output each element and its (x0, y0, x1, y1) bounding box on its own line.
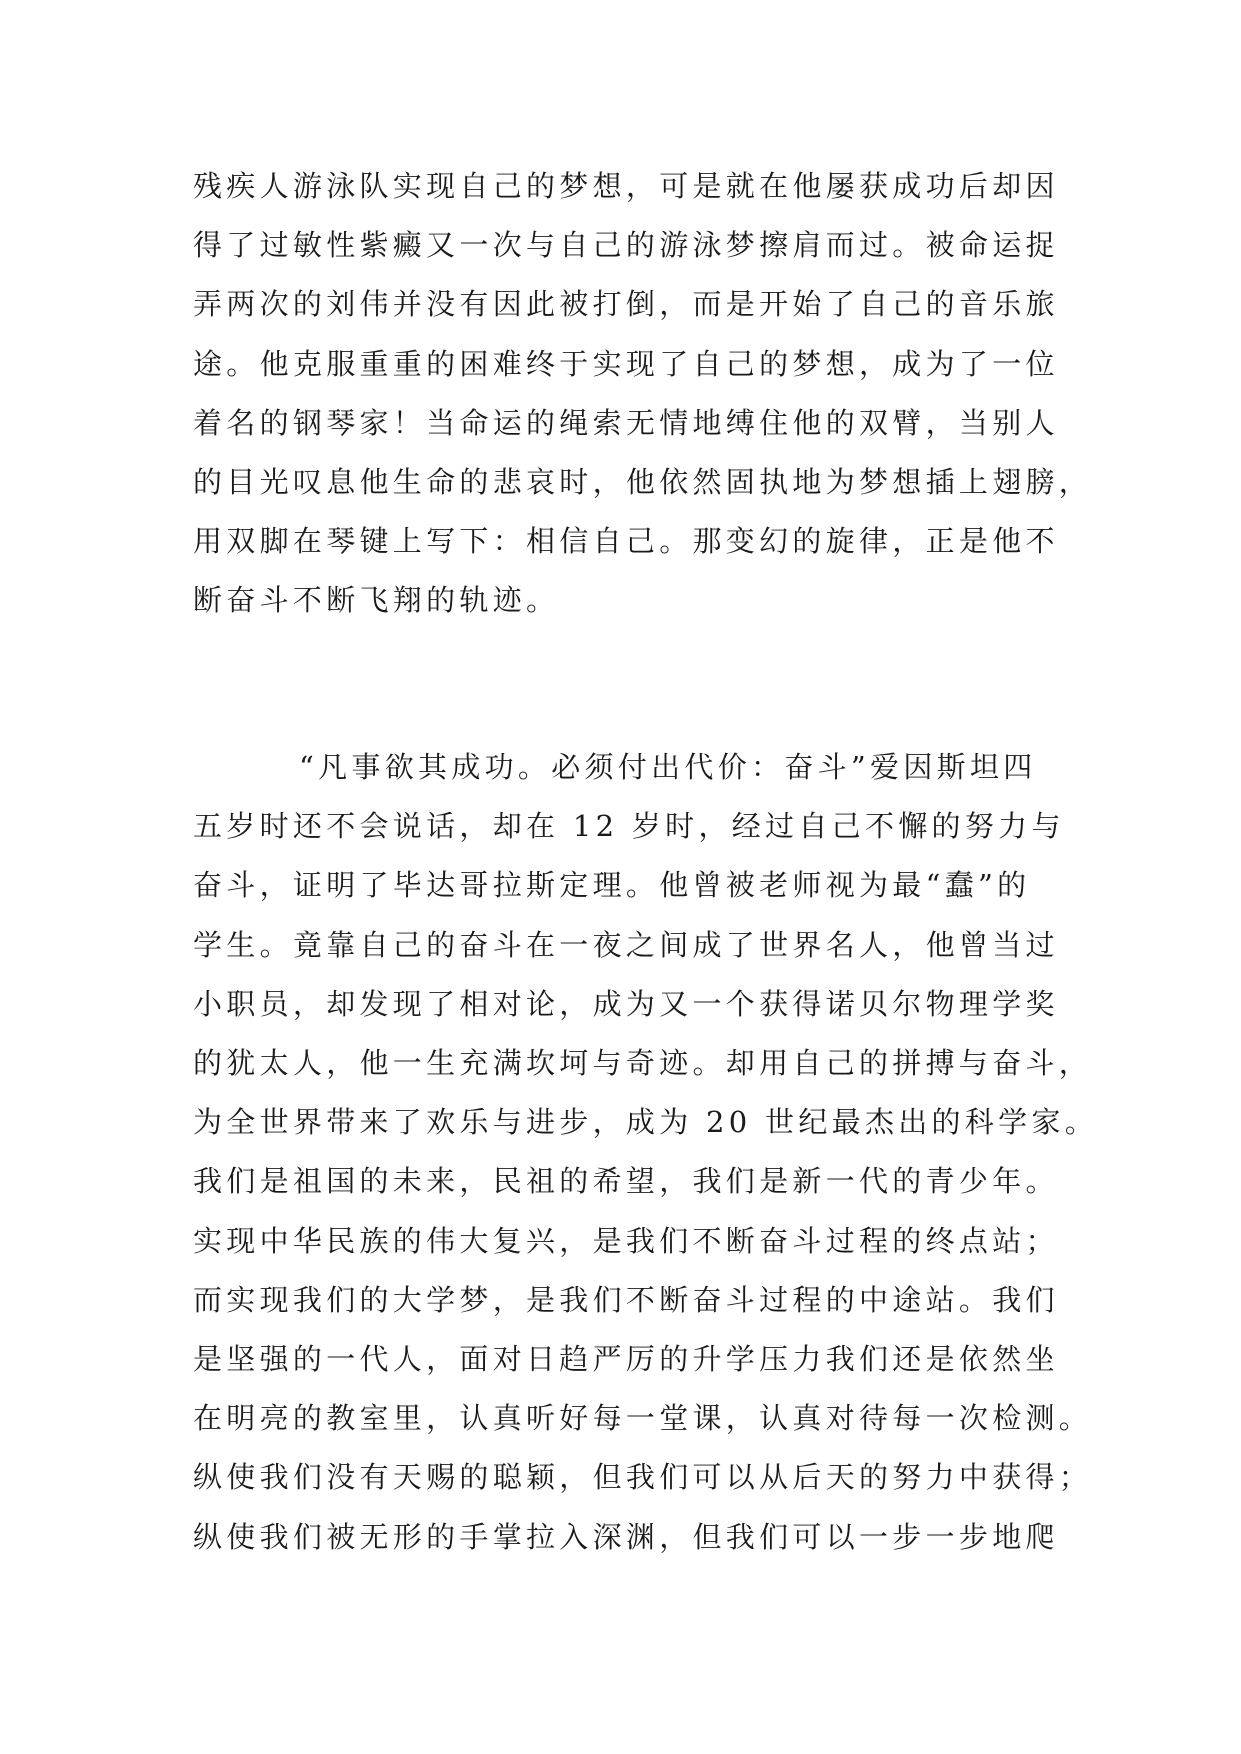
text-line: 而实现我们的大学梦，是我们不断奋斗过程的中途站。我们 (193, 1282, 1059, 1317)
text-line: 着名的钢琴家！当命运的绳索无情地缚住他的双臂，当别人 (193, 405, 1059, 440)
text-line: 为全世界带来了欢乐与进步，成为 20 世纪最杰出的科学家。 (193, 1105, 1099, 1140)
text-line: 实现中华民族的伟大复兴，是我们不断奋斗过程的终点站； (193, 1223, 1059, 1258)
text-line: 弄两次的刘伟并没有因此被打倒，而是开始了自己的音乐旅 (193, 287, 1059, 322)
text-line: 的目光叹息他生命的悲哀时，他依然固执地为梦想插上翅膀， (193, 465, 1093, 500)
text-line: 用双脚在琴键上写下：相信自己。那变幻的旋律，正是他不 (193, 524, 1059, 559)
text-line: “凡事欲其成功。必须付出代价：奋斗”爱因斯坦四 (299, 750, 1037, 784)
text-line: 途。他克服重重的困难终于实现了自己的梦想，成为了一位 (193, 346, 1059, 381)
text-line: 是坚强的一代人，面对日趋严厉的升学压力我们还是依然坐 (193, 1342, 1059, 1377)
text-line: 断奋斗不断飞翔的轨迹。 (193, 583, 560, 618)
text-line: 得了过敏性紫癜又一次与自己的游泳梦擦肩而过。被命运捉 (193, 228, 1059, 263)
paragraph-einstein (193, 738, 1099, 1567)
text-line: 残疾人游泳队实现自己的梦想，可是就在他屡获成功后却因 (193, 169, 1059, 203)
text-line: 纵使我们被无形的手掌拉入深渊，但我们可以一步一步地爬 (193, 1519, 1059, 1554)
text-line: 在明亮的教室里，认真听好每一堂课，认真对待每一次检测。 (193, 1401, 1093, 1436)
text-line: 纵使我们没有天赐的聪颖，但我们可以从后天的努力中获得； (193, 1460, 1093, 1495)
text-line: 我们是祖国的未来，民祖的希望，我们是新一代的青少年。 (193, 1164, 1059, 1199)
paragraph-liu-wei (193, 157, 1093, 631)
text-line: 奋斗，证明了毕达哥拉斯定理。他曾被老师视为最“蠢”的 (193, 868, 1031, 903)
text-line: 的犹太人，他一生充满坎坷与奇迹。却用自己的拼搏与奋斗， (193, 1046, 1093, 1081)
text-line: 五岁时还不会说话，却在 12 岁时，经过自己不懈的努力与 (193, 809, 1065, 844)
text-line: 小职员，却发现了相对论，成为又一个获得诺贝尔物理学奖 (193, 986, 1059, 1021)
text-line: 学生。竟靠自己的奋斗在一夜之间成了世界名人，他曾当过 (193, 927, 1059, 962)
